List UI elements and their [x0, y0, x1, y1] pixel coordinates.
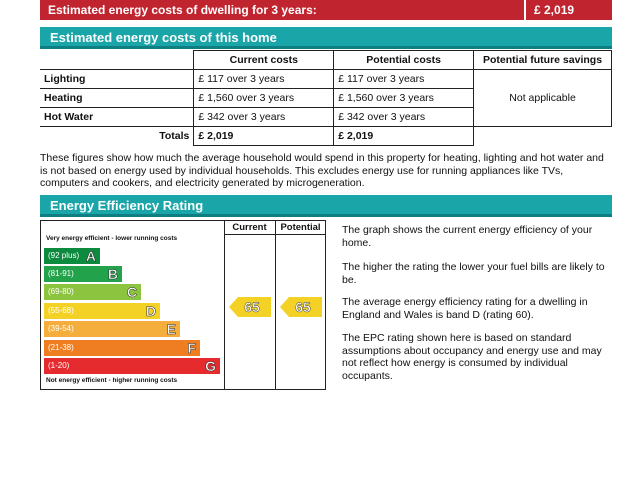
band-d [44, 303, 160, 319]
chart-header-rule [224, 234, 326, 235]
rating-desc-4: The EPC rating shown here is based on standard assumptions about occupancy and energy use and may not reflect how energy is consumed by individual occupants. [342, 332, 602, 382]
band-c-range: (69-80) [48, 287, 74, 296]
lighting-current: £ 117 over 3 years [194, 70, 334, 89]
inefficient-caption: Not energy efficient - higher running costs [46, 377, 178, 384]
band-g [44, 358, 220, 374]
band-a-letter: A [85, 248, 96, 264]
heating-potential: £ 1,560 over 3 years [334, 89, 474, 108]
band-f [44, 340, 200, 356]
rating-desc-1: The graph shows the current energy efficiency of your home. [342, 224, 593, 249]
band-d-range: (55-68) [48, 306, 74, 315]
band-g-range: (1-20) [48, 361, 70, 370]
current-rating-value: 65 [244, 299, 260, 315]
band-c-letter: C [126, 284, 137, 300]
costs-table [40, 50, 612, 146]
table-header-row [40, 51, 612, 70]
banner-divider [524, 0, 526, 20]
row-label-lighting: Lighting [40, 70, 194, 89]
empty-header-cell [40, 51, 194, 70]
efficient-caption: Very energy efficient - lower running costs [46, 235, 178, 242]
rating-desc-2: The higher the rating the lower your fuel bills are likely to be. [342, 261, 605, 286]
row-label-heating: Heating [40, 89, 194, 108]
potential-rating-pointer [280, 297, 322, 317]
hot-water-potential: £ 342 over 3 years [334, 108, 474, 127]
band-e [44, 321, 180, 337]
totals-label: Totals [159, 130, 190, 143]
band-a [44, 248, 100, 264]
header-potential-costs: Potential costs [334, 51, 474, 70]
costs-explanation: These figures show how much the average household would spend in this property for heating, lighting and hot water and is not based on energy used by individual households. This excludes energy use for running appliances like TVs, computers and cookers, and electricity generated by microgeneration. [40, 152, 604, 189]
total-cost-label: Estimated energy costs of dwelling for 3 years: [48, 3, 317, 17]
band-b [44, 266, 122, 282]
band-d-letter: D [145, 303, 156, 319]
band-a-range: (92 plus) [48, 251, 80, 260]
band-g-letter: G [205, 358, 216, 374]
band-f-letter: F [187, 340, 196, 356]
rating-desc-3: The average energy efficiency rating for a dwelling in England and Wales is band D (rating 60). [342, 296, 588, 321]
totals-potential: £ 2,019 [334, 127, 474, 146]
hot-water-current: £ 342 over 3 years [194, 108, 334, 127]
header-potential-savings: Potential future savings [474, 51, 612, 70]
col-current-label: Current [232, 222, 267, 233]
band-f-range: (21-38) [48, 343, 74, 352]
col-potential-label: Potential [280, 222, 321, 233]
costs-section-title: Estimated energy costs of this home [50, 30, 277, 45]
chart-divider-current [224, 220, 225, 390]
table-row [40, 70, 612, 89]
chart-divider-potential [275, 220, 276, 390]
band-e-letter: E [166, 321, 176, 337]
totals-empty-cell [474, 127, 612, 146]
total-cost-value: £ 2,019 [534, 3, 575, 17]
current-rating-pointer [229, 297, 271, 317]
heating-current: £ 1,560 over 3 years [194, 89, 334, 108]
rating-section-header [40, 195, 612, 217]
band-b-letter: B [107, 266, 118, 282]
totals-current: £ 2,019 [194, 127, 334, 146]
totals-row [40, 127, 612, 146]
row-label-hot-water: Hot Water [40, 108, 194, 127]
total-cost-banner [40, 0, 612, 20]
band-b-range: (81-91) [48, 269, 74, 278]
band-c [44, 284, 141, 300]
lighting-potential: £ 117 over 3 years [334, 70, 474, 89]
band-e-range: (39-54) [48, 324, 74, 333]
savings-not-applicable: Not applicable [474, 70, 612, 127]
potential-rating-value: 65 [295, 299, 311, 315]
header-current-costs: Current costs [194, 51, 334, 70]
costs-section-header [40, 27, 612, 49]
rating-section-title: Energy Efficiency Rating [50, 198, 204, 213]
